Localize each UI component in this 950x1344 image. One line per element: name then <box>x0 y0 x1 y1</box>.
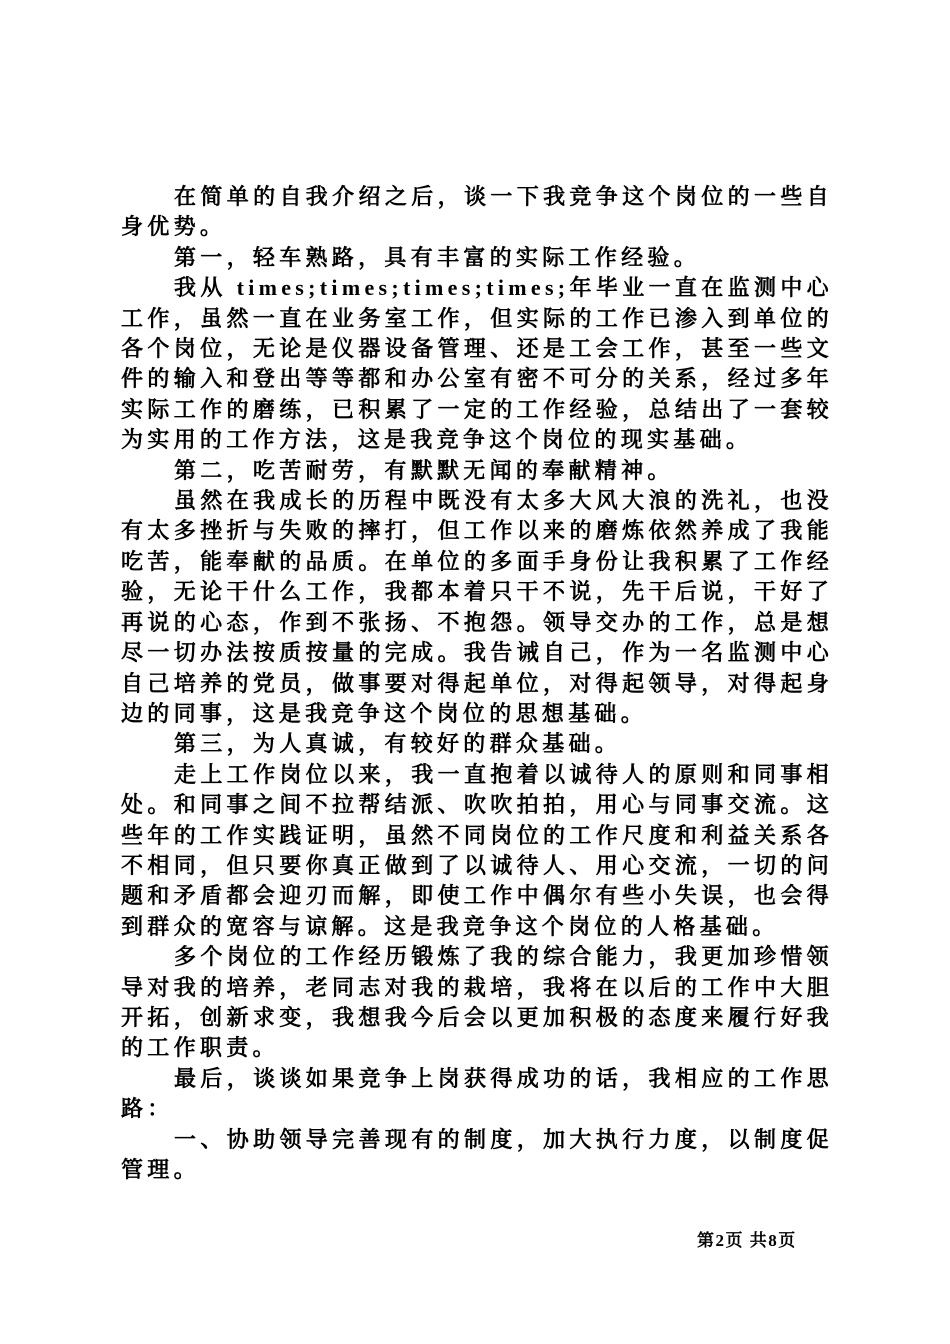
paragraph: 第二，吃苦耐劳，有默默无闻的奉献精神。 <box>174 457 674 483</box>
page-footer <box>697 1226 797 1251</box>
paragraph: 走上工作岗位以来，我一直抱着以诚待人的原则和同事相处。和同事之间不拉帮结派、吹吹拍拍，用心与同事交流。这些年的工作实践证明，虽然不同岗位的工作尺度和利益关系各不相同，但只要你真正做到了以诚待人、用心交流，一切的问题和矛盾都会迎刃而解，即使工作中偶尔有些小失误，也会得到群众的宽容与谅解。这是我竞争这个岗位的人格基础。 <box>121 761 833 939</box>
paragraph: 一、协助领导完善现有的制度，加大执行力度，以制度促管理。 <box>121 1126 833 1182</box>
paragraph: 多个岗位的工作经历锻炼了我的综合能力，我更加珍惜领导对我的培养，老同志对我的栽培，我将在以后的工作中大胆开拓，创新求变，我想我今后会以更加积极的态度来履行好我的工作职责。 <box>121 944 833 1061</box>
paragraph: 最后，谈谈如果竞争上岗获得成功的话，我相应的工作思路： <box>121 1065 833 1122</box>
document-body <box>121 182 833 1185</box>
page-number-text: 第2页 共8页 <box>697 1231 797 1250</box>
paragraph: 虽然在我成长的历程中既没有太多大风大浪的洗礼，也没有太多挫折与失败的摔打，但工作以来的磨炼依然养成了我能吃苦，能奉献的品质。在单位的多面手身份让我积累了工作经验，无论干什么工作，我都本着只干不说，先干后说，干好了再说的心态，作到不张扬、不抱怨。领导交办的工作，总是想尽一切办法按质按量的完成。我告诫自己，作为一名监测中心自己培养的党员，做事要对得起单位，对得起领导，对得起身边的同事，这是我竞争这个岗位的思想基础。 <box>121 488 833 726</box>
paragraph: 在简单的自我介绍之后，谈一下我竞争这个岗位的一些自身优势。 <box>121 184 833 240</box>
paragraph: 第三，为人真诚，有较好的群众基础。 <box>174 731 622 757</box>
paragraph: 我从 times;times;times;times;年毕业一直在监测中心工作，虽然一直在业务室工作，但实际的工作已渗入到单位的各个岗位，无论是仪器设备管理、还是工会工作，甚至一些文件的输入和登出等等都和办公室有密不可分的关系，经过多年实际工作的磨练，已积累了一定的工作经验，总结出了一套较为实用的工作方法，这是我竞争这个岗位的现实基础。 <box>121 275 833 453</box>
paragraph: 第一，轻车熟路，具有丰富的实际工作经验。 <box>174 244 701 270</box>
